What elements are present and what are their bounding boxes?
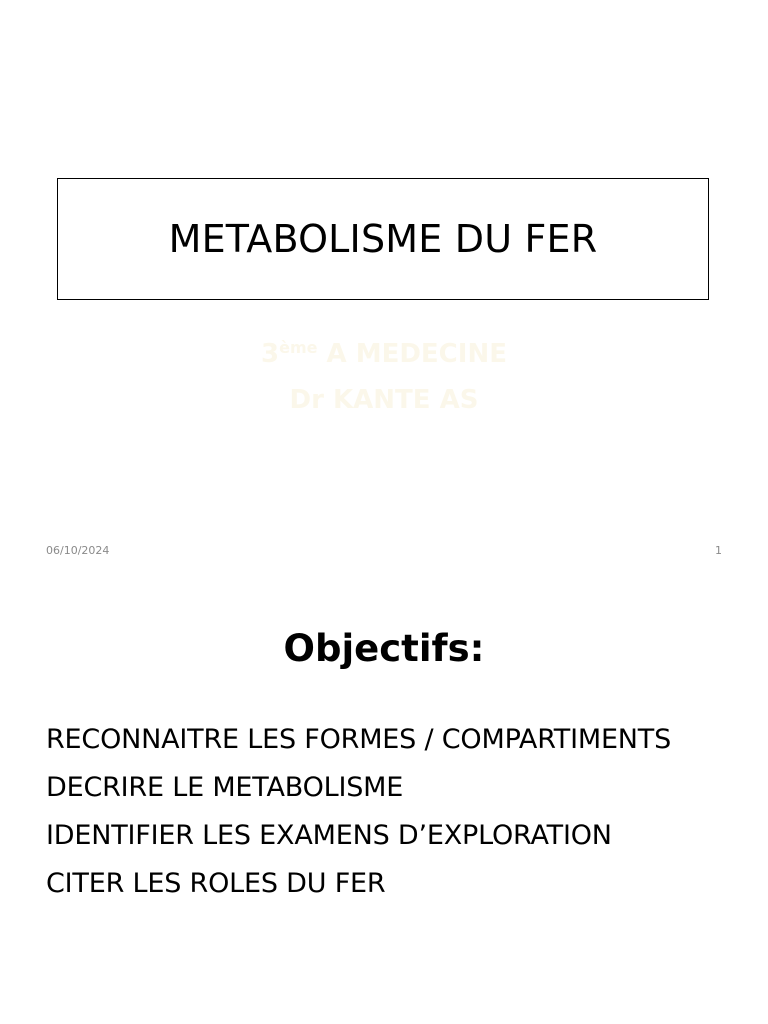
objective-item: DECRIRE LE METABOLISME xyxy=(46,772,404,803)
objective-item: RECONNAITRE LES FORMES / COMPARTIMENTS xyxy=(46,724,672,755)
footer-date: 06/10/2024 xyxy=(46,544,110,557)
subtitle-class-number: 3 xyxy=(261,339,280,369)
subtitle-author: Dr KANTE AS xyxy=(289,385,479,415)
objective-item: CITER LES ROLES DU FER xyxy=(46,868,386,899)
objective-item: IDENTIFIER LES EXAMENS D’EXPLORATION xyxy=(46,820,612,851)
objectives-list xyxy=(46,716,671,908)
objectives-heading: Objectifs: xyxy=(283,627,485,670)
subtitle-class-superscript: ème xyxy=(279,338,318,357)
subtitle-class xyxy=(0,340,768,367)
slide-objectives xyxy=(0,576,768,1024)
subtitle-class-rest: A MEDECINE xyxy=(317,339,507,369)
title-box xyxy=(57,178,709,300)
slide-title-text: METABOLISME DU FER xyxy=(168,217,598,261)
footer-page-number: 1 xyxy=(715,544,722,557)
